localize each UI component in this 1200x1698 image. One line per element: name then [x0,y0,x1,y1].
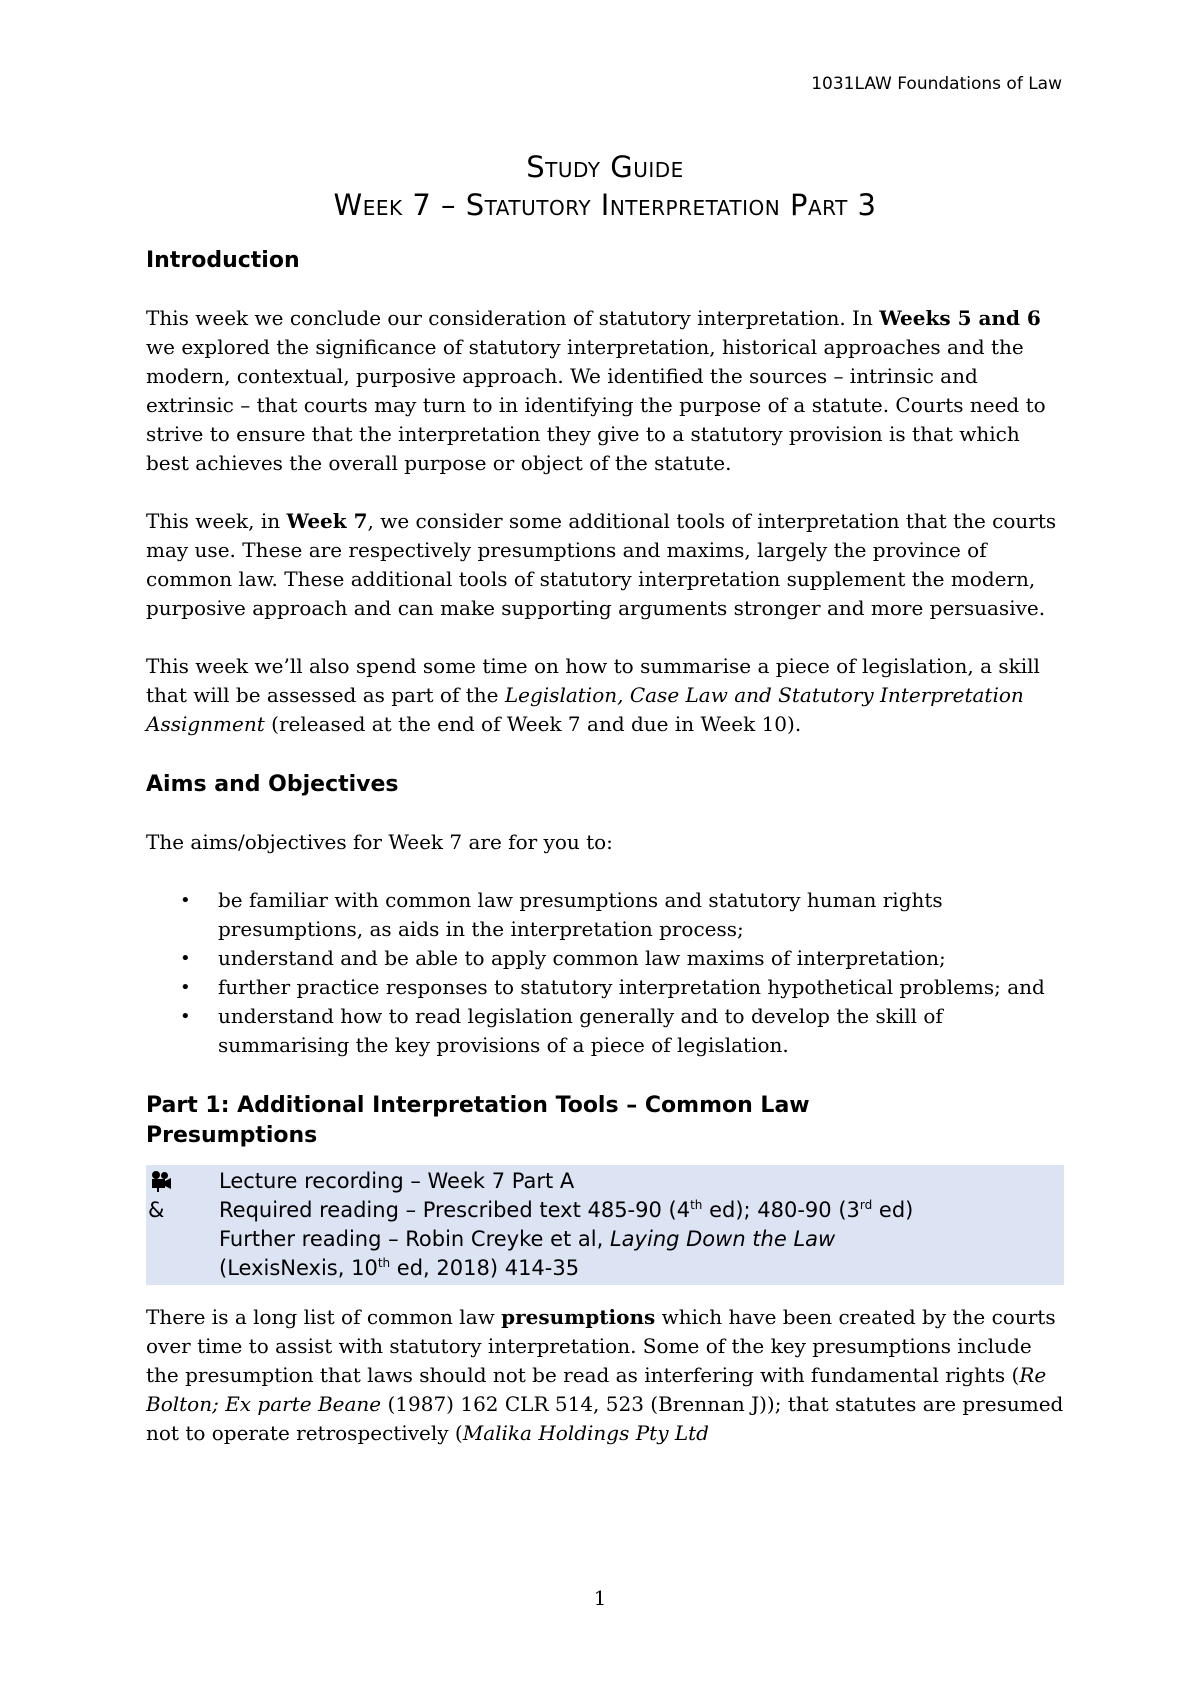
bullet-icon: • [180,890,191,911]
lecture-recording: Lecture recording – Week 7 Part A [219,1169,575,1193]
ampersand-symbol: & [148,1198,165,1222]
case-name-bolton: Re Bolton; Ex parte Beane [146,1363,1047,1416]
page-number: 1 [593,1586,607,1610]
aims-heading: Aims and Objectives [146,772,399,797]
film-camera-icon [148,1169,172,1193]
further-reading: Further reading – Robin Creyke et al, Laying Down the Law [219,1227,836,1251]
reading-box: Lecture recording – Week 7 Part A & Required reading – Prescribed text 485-90 (4th ed); 480-90 (3rd ed) Further reading – Robin Creyke et al, Laying Down the Law (LexisNexis, 10th ed, 2018) 414-35 [146,1165,1064,1285]
introduction-heading: Introduction [146,248,300,273]
intro-paragraph-2: This week, in Week 7, we consider some additional tools of interpretation that the courts may use. These are respectively presumptions and maxims, largely the province of common law. These additional tools of statutory interpretation supplement the modern, purposive approach and can make supporting arguments stronger and more persuasive. [146,509,1057,620]
aims-lead: The aims/objectives for Week 7 are for you to: [146,830,613,854]
required-reading: Required reading – Prescribed text 485-90 (4th ed); 480-90 (3rd ed) [219,1198,914,1222]
presumptions-bold: presumptions [501,1305,656,1329]
title-line-2: Week 7 – Statutory Interpretation Part 3 [333,188,877,222]
title-line-1: Study Guide [526,150,684,184]
list-item: • be familiar with common law presumptions and statutory human rights presumptions, as aids in the interpretation process; [180,888,943,941]
list-item: • understand and be able to apply common law maxims of interpretation; [218,944,1064,973]
list-item: • understand how to read legislation generally and to develop the skill of summarising the key provisions of a piece of legislation. [180,1004,943,1057]
document-title [146,148,1064,224]
intro-paragraph-1: This week we conclude our consideration of statutory interpretation. In Weeks 5 and 6 we explored the significance of statutory interpretation, historical approaches and the modern, contextual, purposive approach. We identified the sources – intrinsic and extrinsic – that courts may turn to in identifying the purpose of a statute. Courts need to strive to ensure that the interpretation they give to a statutory provision is that which best achieves the overall purpose or object of the statute. [146,306,1046,475]
week-7-bold: Week 7 [286,509,368,533]
assignment-title: Legislation, Case Law and Statutory Interpretation Assignment [146,683,1024,736]
case-name-malika: Malika Holdings Pty Ltd [462,1421,709,1445]
part-1-heading: Part 1: Additional Interpretation Tools – Common Law Presumptions [146,1093,810,1148]
bullet-icon: • [180,977,191,998]
intro-paragraph-3: This week we’ll also spend some time on how to summarise a piece of legislation, a skill that will be assessed as part of the Legislation, Case Law and Statutory Interpretation Assignment (released at the end of Week 7 and due in Week 10). [146,654,1040,736]
presumptions-paragraph: There is a long list of common law presumptions which have been created by the courts over time to assist with statutory interpretation. Some of the key presumptions include the presumption that laws should not be read as interfering with fundamental rights (Re Bolton; Ex parte Beane (1987) 162 CLR 514, 523 (Brennan J)); that statutes are presumed not to operate retrospectively (Malika Holdings Pty Ltd [146,1305,1064,1445]
bullet-icon: • [180,1006,191,1027]
list-item: • further practice responses to statutory interpretation hypothetical problems; and [218,973,1064,1002]
bullet-icon: • [180,948,191,969]
document-body [146,246,1064,1448]
weeks-5-6-bold: Weeks 5 and 6 [879,306,1041,330]
running-header: 1031LAW Foundations of Law [811,74,1062,94]
aims-list [146,886,1064,1060]
further-reading-title: Laying Down the Law [609,1227,836,1251]
